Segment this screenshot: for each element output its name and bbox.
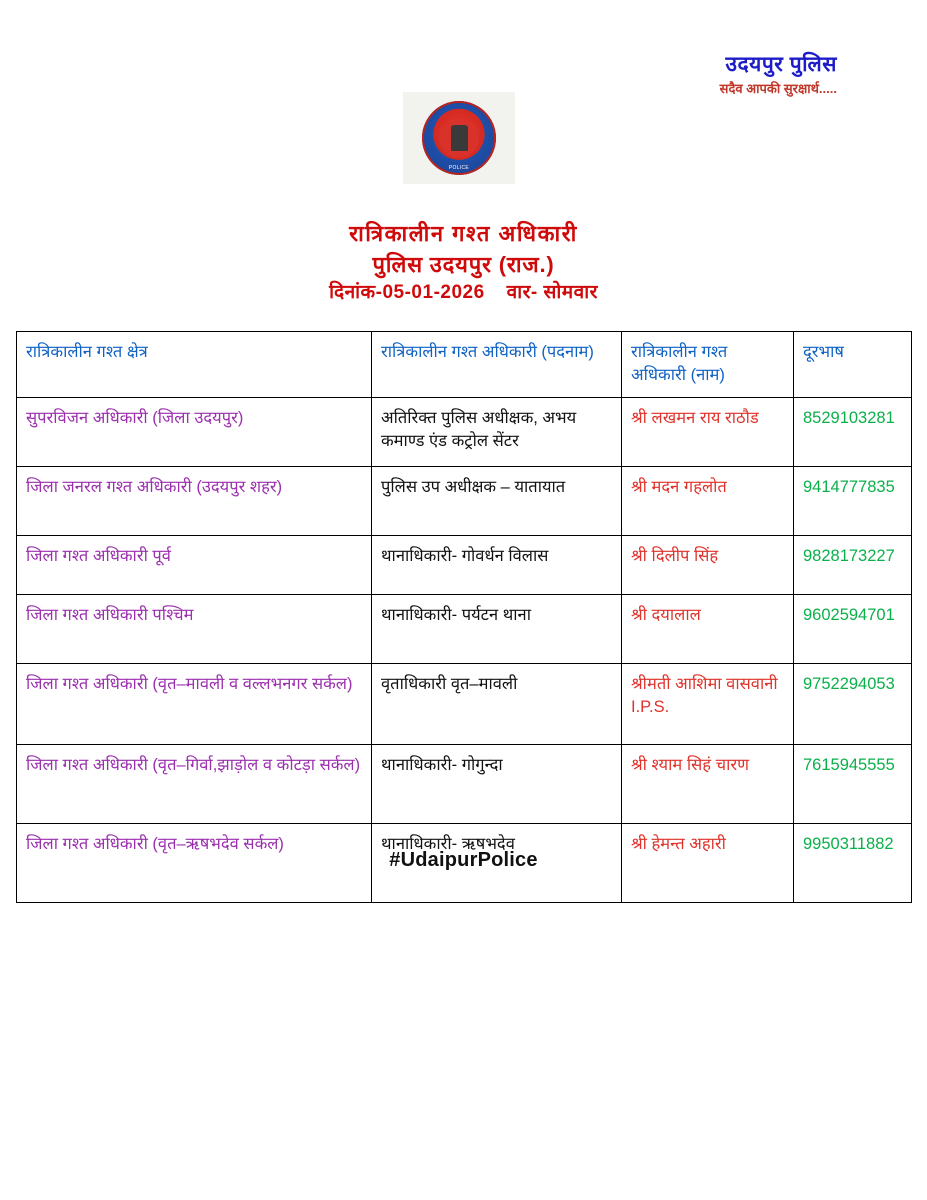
cell-designation: थानाधिकारी- पर्यटन थाना — [372, 594, 622, 663]
emblem-inner-circle — [439, 118, 479, 158]
column-header-name: रात्रिकालीन गश्त अधिकारी (नाम) — [622, 332, 794, 398]
cell-phone: 9602594701 — [794, 594, 912, 663]
cell-phone: 9828173227 — [794, 535, 912, 594]
cell-name: श्री श्याम सिहं चारण — [622, 744, 794, 823]
footer-hashtag: #UdaipurPolice — [389, 849, 538, 871]
title-line-1: रात्रिकालीन गश्त अधिकारी — [349, 221, 578, 246]
cell-name: श्री दयालाल — [622, 594, 794, 663]
cell-area: जिला गश्त अधिकारी (वृत–गिर्वा,झाड़ोल व कोटड़ा सर्कल) — [17, 744, 372, 823]
table-row — [17, 744, 912, 823]
title-day: वार- सोमवार — [506, 282, 598, 304]
cell-area: जिला गश्त अधिकारी पश्चिम — [17, 594, 372, 663]
table-row — [17, 594, 912, 663]
cell-name: श्री दिलीप सिंह — [622, 535, 794, 594]
table-row — [17, 663, 912, 744]
logo-band-text: POLICE — [448, 165, 470, 171]
cell-name: श्री मदन गहलोत — [622, 466, 794, 535]
table-row — [17, 535, 912, 594]
column-header-area: रात्रिकालीन गश्त क्षेत्र — [17, 332, 372, 398]
cell-phone: 9950311882 — [794, 823, 912, 902]
cell-area: जिला गश्त अधिकारी (वृत–मावली व वल्लभनगर सर्कल) — [17, 663, 372, 744]
cell-designation: थानाधिकारी- गोगुन्दा — [372, 744, 622, 823]
police-emblem-icon — [422, 101, 496, 175]
cell-phone: 7615945555 — [794, 744, 912, 823]
cell-phone: 8529103281 — [794, 397, 912, 466]
table-row — [17, 397, 912, 466]
table-row — [17, 466, 912, 535]
roster-table — [16, 331, 912, 903]
roster-table-wrapper — [16, 331, 911, 903]
cell-phone: 9752294053 — [794, 663, 912, 744]
cell-designation: पुलिस उप अधीक्षक – यातायात — [372, 466, 622, 535]
page-title — [0, 218, 927, 307]
cell-area: जिला जनरल गश्त अधिकारी (उदयपुर शहर) — [17, 466, 372, 535]
ashoka-pillar-icon — [451, 125, 468, 151]
cell-area: जिला गश्त अधिकारी पूर्व — [17, 535, 372, 594]
cell-name: श्री लखमन राय राठौड — [622, 397, 794, 466]
cell-designation: थानाधिकारी- गोवर्धन विलास — [372, 535, 622, 594]
brand-subtitle: सदैव आपकी सुरक्षार्थ..... — [719, 81, 837, 97]
brand-title: उदयपुर पुलिस — [725, 53, 837, 76]
table-header-row — [17, 332, 912, 398]
cell-designation: वृताधिकारी वृत–मावली — [372, 663, 622, 744]
title-line-2: पुलिस उदयपुर (राज.) — [372, 252, 555, 278]
cell-area: सुपरविजन अधिकारी (जिला उदयपुर) — [17, 397, 372, 466]
title-date: दिनांक-05-01-2026 — [329, 282, 485, 304]
police-logo — [403, 92, 515, 184]
cell-area: जिला गश्त अधिकारी (वृत–ऋषभदेव सर्कल) — [17, 823, 372, 902]
cell-designation: थानाधिकारी- ऋषभदेव — [372, 823, 622, 902]
cell-phone: 9414777835 — [794, 466, 912, 535]
column-header-phone: दूरभाष — [794, 332, 912, 398]
cell-name: श्री हेमन्त अहारी — [622, 823, 794, 902]
cell-name: श्रीमती आशिमा वासवानी I.P.S. — [622, 663, 794, 744]
column-header-designation: रात्रिकालीन गश्त अधिकारी (पदनाम) — [372, 332, 622, 398]
cell-designation: अतिरिक्त पुलिस अधीक्षक, अभय कमाण्ड एंड कट्रोल सेंटर — [372, 397, 622, 466]
title-line-3 — [0, 280, 927, 307]
header-brand — [720, 52, 837, 97]
